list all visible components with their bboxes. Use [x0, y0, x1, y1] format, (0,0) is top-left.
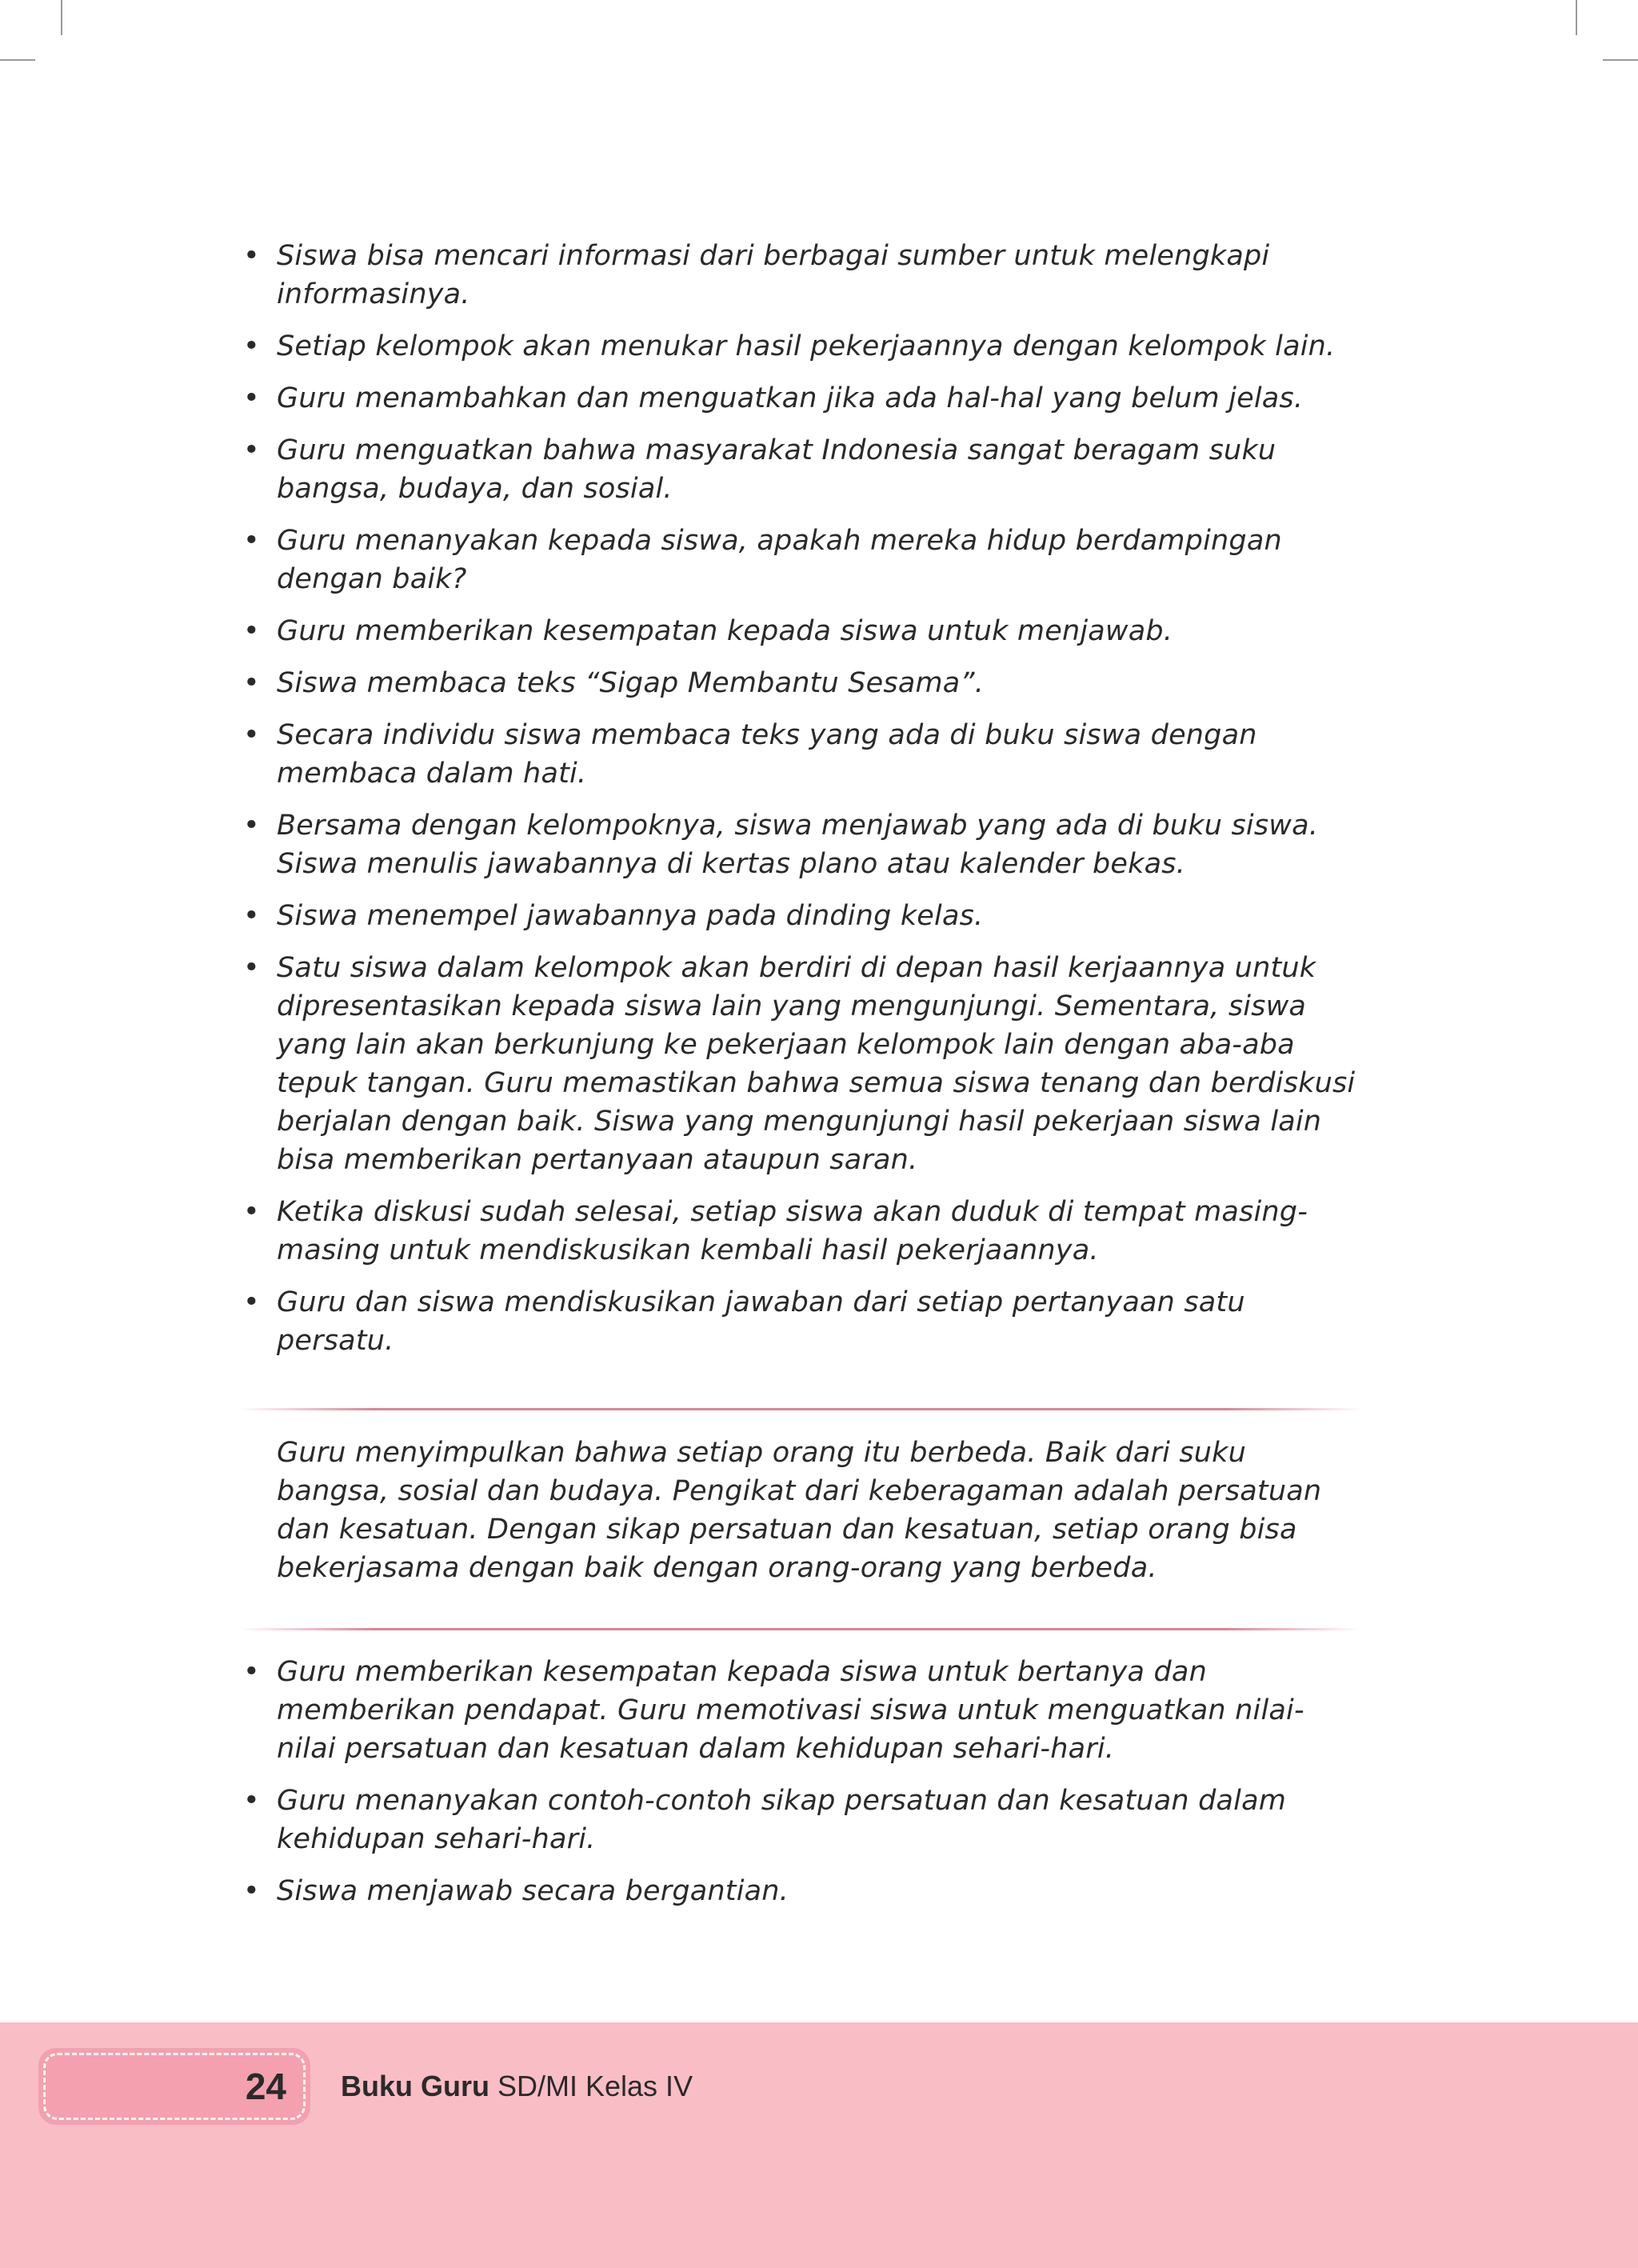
- list-item: [240, 237, 1360, 314]
- list-item-text: Secara individu siswa membaca teks yang ada di buku siswa dengan membaca dalam hati.: [277, 719, 1257, 790]
- bullet-icon: •: [243, 900, 260, 932]
- list-item: [240, 897, 1360, 935]
- bullet-icon: •: [243, 1875, 260, 1907]
- bullet-icon: •: [243, 667, 260, 699]
- list-item: [240, 716, 1360, 793]
- book-title: [341, 2067, 693, 2106]
- list-item-text: Ketika diskusi sudah selesai, setiap siswa akan duduk di tempat masing-masing untuk mendiskusikan kembali hasil pekerjaannya.: [277, 1196, 1308, 1266]
- bullet-list-top: [240, 237, 1360, 1360]
- list-item: [240, 1653, 1360, 1768]
- list-item: [240, 1193, 1360, 1270]
- bullet-icon: •: [243, 434, 260, 466]
- summary-text: Guru menyimpulkan bahwa setiap orang itu berbeda. Baik dari suku bangsa, sosial dan budaya. Pengikat dari keberagaman adalah persatuan dan kesatuan. Dengan sikap persatuan dan kesatuan, setiap orang bisa bekerjasama dengan baik dengan orang-orang yang berbeda.: [277, 1437, 1322, 1584]
- bullet-icon: •: [243, 1656, 260, 1688]
- list-item: [240, 949, 1360, 1179]
- list-item-text: Siswa bisa mencari informasi dari berbagai sumber untuk melengkapi informasinya.: [277, 240, 1270, 310]
- list-item-text: Siswa menempel jawabannya pada dinding kelas.: [277, 900, 984, 932]
- bullet-icon: •: [243, 615, 260, 647]
- list-item-text: Siswa membaca teks “Sigap Membantu Sesama”.: [277, 667, 985, 699]
- list-item-text: Guru dan siswa mendiskusikan jawaban dari setiap pertanyaan satu persatu.: [277, 1286, 1245, 1357]
- bullet-icon: •: [243, 382, 260, 414]
- bullet-icon: •: [243, 525, 260, 557]
- bullet-list-bottom: [240, 1653, 1360, 1910]
- list-item: [240, 664, 1360, 702]
- list-item: [240, 327, 1360, 366]
- list-item-text: Siswa menjawab secara bergantian.: [277, 1875, 789, 1907]
- activity-steps: [240, 237, 1360, 1374]
- list-item-text: Bersama dengan kelompoknya, siswa menjawab yang ada di buku siswa. Siswa menulis jawabannya di kertas plano atau kalender bekas.: [277, 810, 1319, 880]
- list-item-text: Guru menguatkan bahwa masyarakat Indonesia sangat beragam suku bangsa, budaya, dan sosial.: [277, 434, 1276, 505]
- bullet-icon: •: [243, 952, 260, 984]
- page-number: 24: [245, 2066, 286, 2107]
- list-item: [240, 1782, 1360, 1858]
- list-item: [240, 379, 1360, 418]
- summary-box: [240, 1408, 1360, 1632]
- list-item: [240, 431, 1360, 508]
- closing-steps: [240, 1653, 1360, 1924]
- list-item: [240, 1872, 1360, 1910]
- crop-mark: [1603, 59, 1638, 61]
- list-item: [240, 806, 1360, 883]
- bullet-icon: •: [243, 240, 260, 272]
- list-item: [240, 522, 1360, 598]
- list-item-text: Guru memberikan kesempatan kepada siswa untuk menjawab.: [277, 615, 1173, 647]
- bullet-icon: •: [243, 719, 260, 751]
- bullet-icon: •: [243, 330, 260, 362]
- list-item: [240, 612, 1360, 650]
- list-item-text: Guru menanyakan contoh-contoh sikap persatuan dan kesatuan dalam kehidupan sehari-hari.: [277, 1785, 1287, 1855]
- crop-mark: [61, 0, 62, 35]
- list-item-text: Setiap kelompok akan menukar hasil pekerjaannya dengan kelompok lain.: [277, 330, 1336, 362]
- bullet-icon: •: [243, 1286, 260, 1318]
- book-title-bold: Buku Guru: [341, 2070, 489, 2102]
- list-item-text: Satu siswa dalam kelompok akan berdiri di depan hasil kerjaannya untuk dipresentasikan kepada siswa lain yang mengunjungi. Sementara, siswa yang lain akan berkunjung ke pekerjaan kelompok lain dengan aba-aba tepuk tangan. Guru memastikan bahwa semua siswa tenang dan berdiskusi berjalan dengan baik. Siswa yang mengunjungi hasil pekerjaan siswa lain bisa memberikan pertanyaan ataupun saran.: [277, 952, 1356, 1176]
- page-number-tab: [38, 2048, 310, 2125]
- list-item-text: Guru menambahkan dan menguatkan jika ada hal-hal yang belum jelas.: [277, 382, 1304, 414]
- divider-top: [240, 1408, 1360, 1410]
- crop-mark: [0, 59, 35, 61]
- list-item-text: Guru memberikan kesempatan kepada siswa untuk bertanya dan memberikan pendapat. Guru memotivasi siswa untuk menguatkan nilai-nilai persatuan dan kesatuan dalam kehidupan sehari-hari.: [277, 1656, 1304, 1765]
- page-footer: [0, 2022, 1638, 2268]
- book-title-rest: SD/MI Kelas IV: [489, 2070, 693, 2102]
- bullet-icon: •: [243, 810, 260, 842]
- bullet-icon: •: [243, 1196, 260, 1228]
- list-item: [240, 1283, 1360, 1360]
- bullet-icon: •: [243, 1785, 260, 1817]
- crop-mark: [1576, 0, 1577, 35]
- list-item-text: Guru menanyakan kepada siswa, apakah mereka hidup berdampingan dengan baik?: [277, 525, 1282, 595]
- divider-bottom: [240, 1628, 1360, 1630]
